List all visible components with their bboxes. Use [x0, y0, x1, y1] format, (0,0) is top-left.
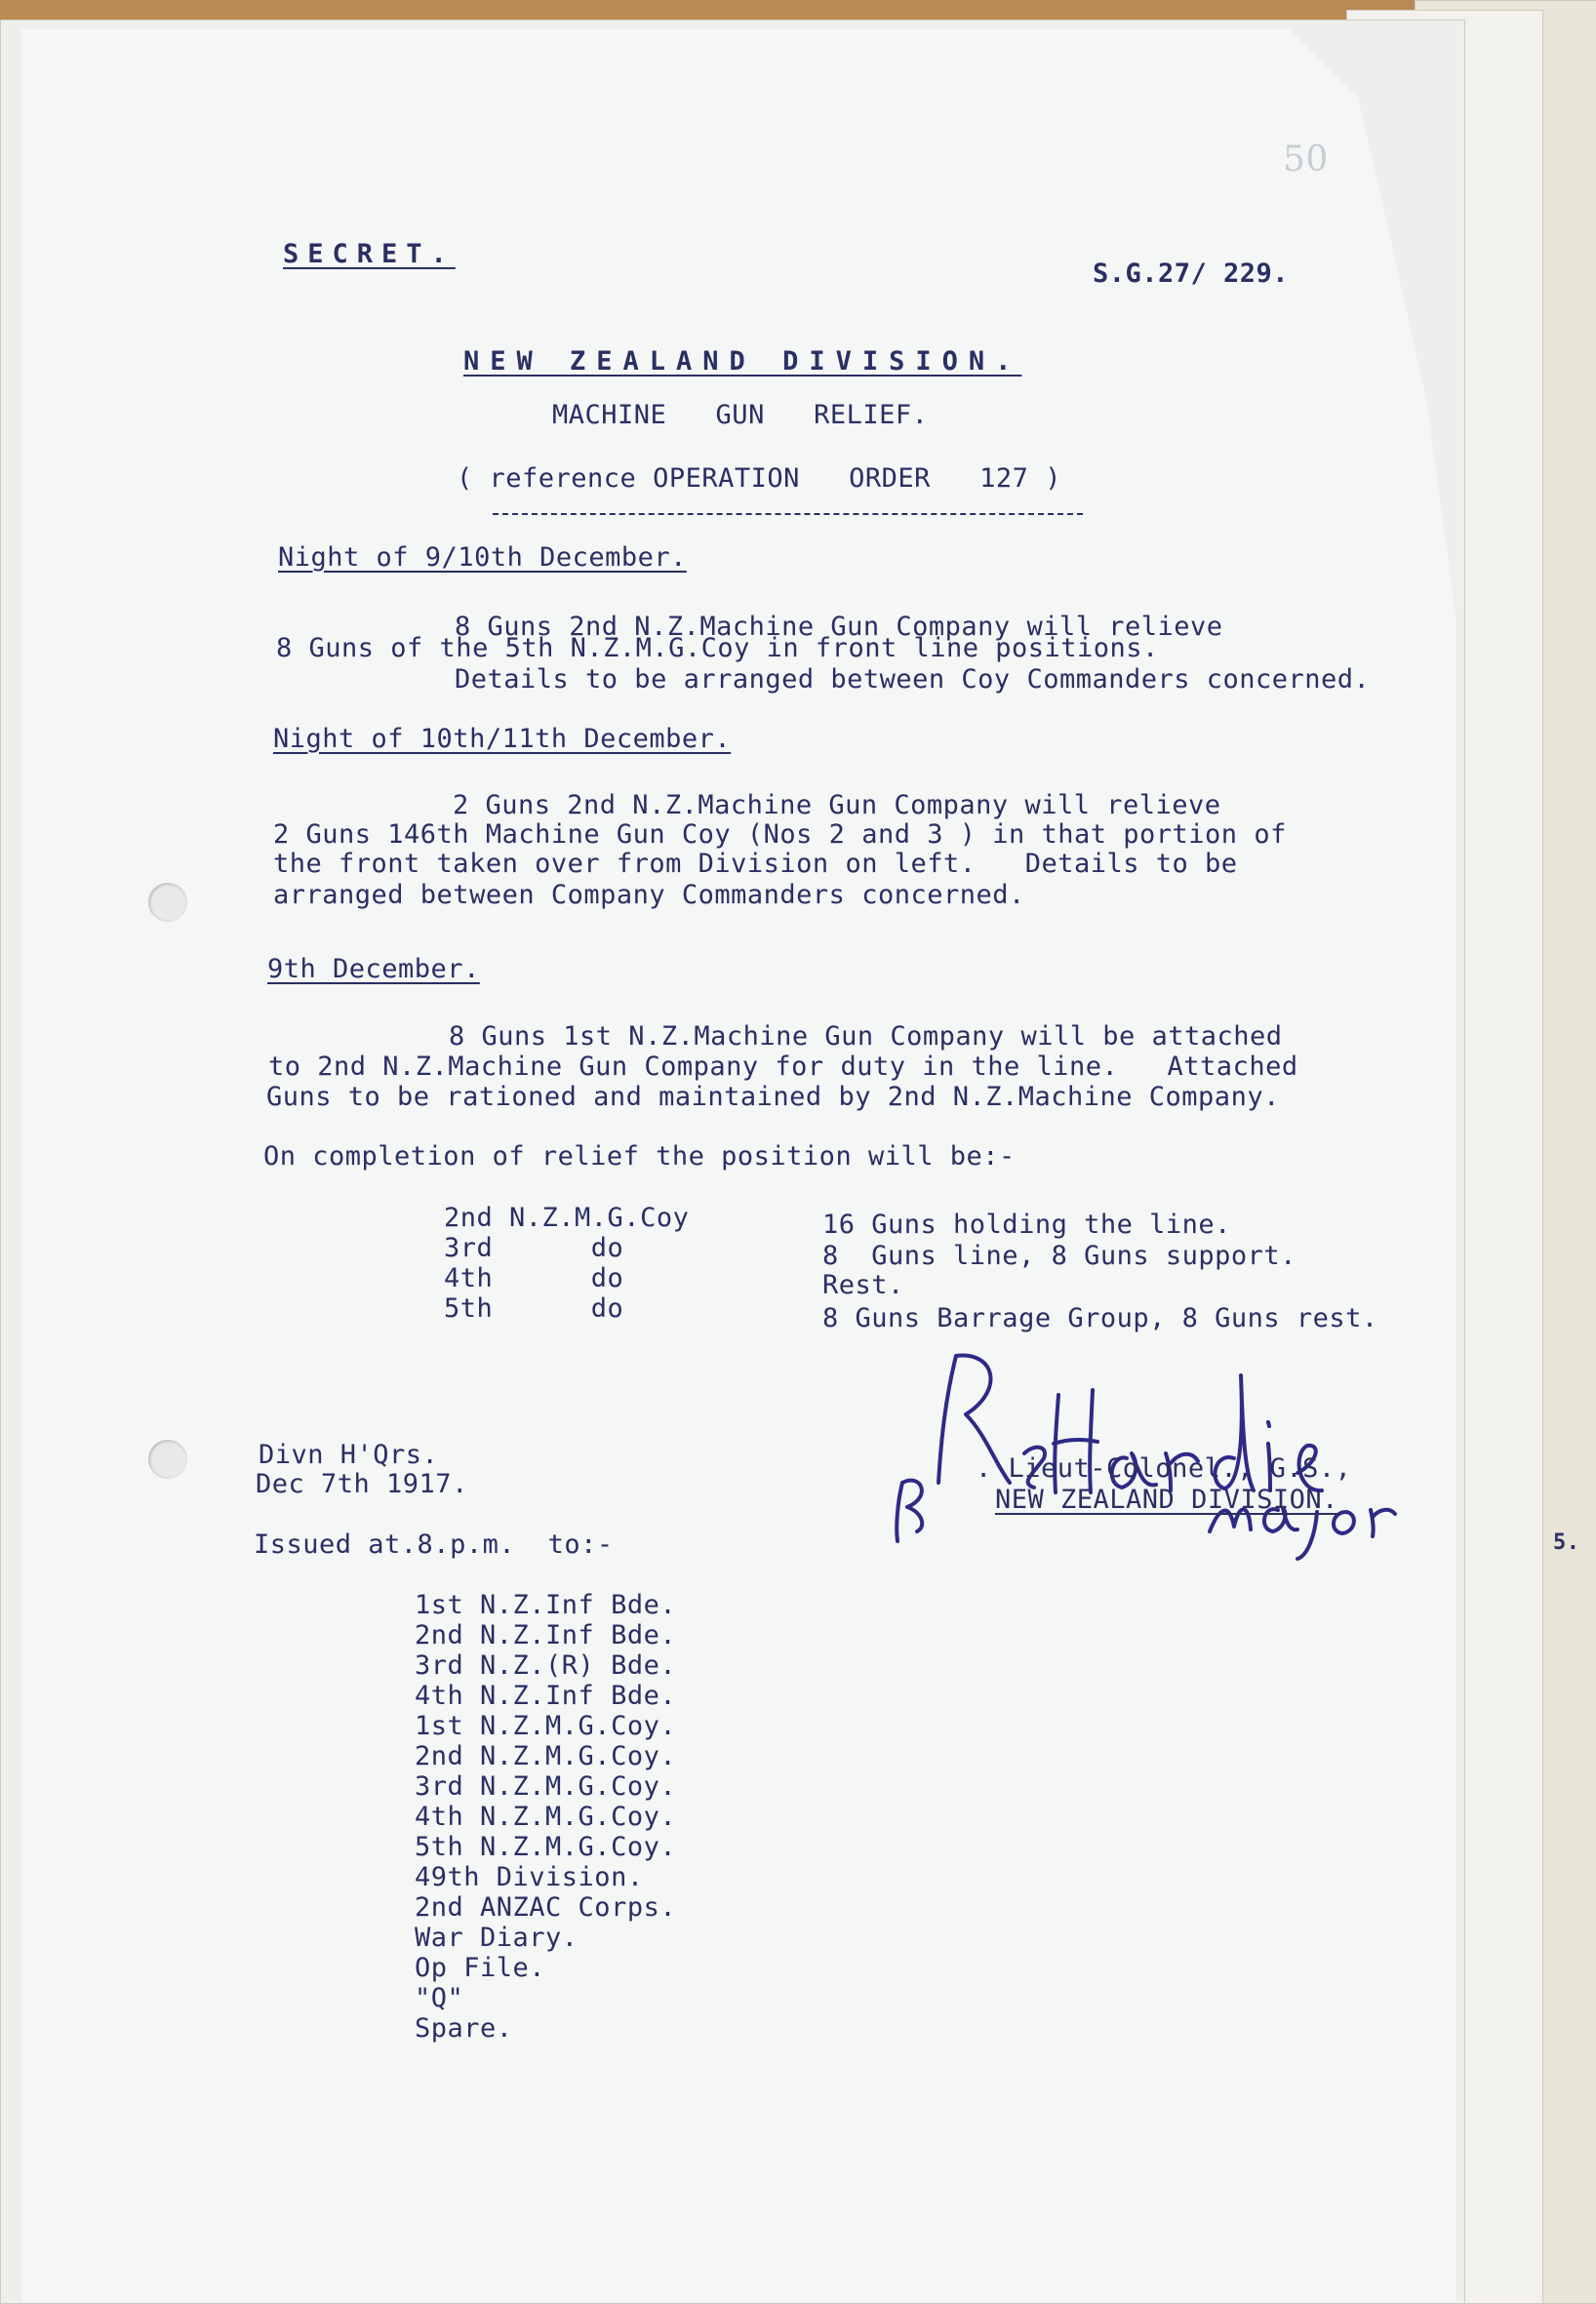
- section-line: to 2nd N.Z.Machine Gun Company for duty in the line. Attached: [268, 1052, 1298, 1082]
- section-heading: Night of 10th/11th December.: [273, 724, 732, 754]
- section-line: 2 Guns 2nd N.Z.Machine Gun Company will relieve: [453, 790, 1221, 820]
- signatory-unit: NEW ZEALAND DIVISION.: [995, 1485, 1338, 1515]
- recipient-item: 1st N.Z.M.G.Coy.: [415, 1711, 677, 1741]
- section-heading: Night of 9/10th December.: [278, 542, 687, 573]
- recipient-item: "Q": [415, 1983, 464, 2013]
- recipient-item: 2nd N.Z.M.G.Coy.: [415, 1741, 677, 1771]
- page-mark: 50: [1283, 139, 1329, 179]
- recipient-item: Spare.: [415, 2013, 513, 2044]
- recipient-item: Op File.: [415, 1953, 546, 1983]
- page-mark: 5.: [1553, 1530, 1580, 1555]
- recipient-item: 3rd N.Z.M.G.Coy.: [415, 1771, 677, 1802]
- punch-hole: [148, 1440, 187, 1479]
- section-line: arranged between Company Commanders concerned.: [273, 880, 1025, 910]
- handwritten-signature: [888, 1336, 1434, 1561]
- classification: SECRET.: [283, 239, 456, 269]
- recipient-item: 2nd N.Z.Inf Bde.: [415, 1620, 677, 1650]
- section-line: 8 Guns 1st N.Z.Machine Gun Company will be attached: [449, 1021, 1283, 1052]
- status-cell: 16 Guns holding the line.: [822, 1210, 1231, 1240]
- unit-cell: 3rd do: [444, 1233, 624, 1263]
- section-line: 8 Guns 2nd N.Z.Machine Gun Company will relieve: [455, 612, 1223, 642]
- recipient-item: 1st N.Z.Inf Bde.: [415, 1590, 677, 1620]
- status-cell: Rest.: [822, 1270, 904, 1300]
- recipient-item: 4th N.Z.Inf Bde.: [415, 1681, 677, 1711]
- section-line: 2 Guns 146th Machine Gun Coy (Nos 2 and 3 ) in that portion of: [273, 819, 1287, 850]
- recipient-item: 3rd N.Z.(R) Bde.: [415, 1650, 677, 1681]
- distribution-list: [415, 1590, 805, 2044]
- recipient-item: 2nd ANZAC Corps.: [415, 1892, 677, 1923]
- document-title: NEW ZEALAND DIVISION.: [463, 346, 1022, 377]
- completion-intro: On completion of relief the position will be:-: [263, 1141, 1016, 1172]
- signatory-rank: . Lieut-Colonel., G.S.,: [976, 1453, 1352, 1484]
- recipient-item: War Diary.: [415, 1923, 579, 1953]
- section-line: Guns to be rationed and maintained by 2nd N.Z.Machine Company.: [266, 1082, 1280, 1112]
- recipient-item: 4th N.Z.M.G.Coy.: [415, 1802, 677, 1832]
- recipient-item: 49th Division.: [415, 1862, 644, 1892]
- section-heading: 9th December.: [267, 954, 480, 984]
- section-line: 8 Guns of the 5th N.Z.M.G.Coy in front line positions.: [276, 633, 1159, 663]
- origin-date: Dec 7th 1917.: [256, 1469, 468, 1499]
- order-reference: ( reference OPERATION ORDER 127 ): [457, 463, 1061, 494]
- distribution-intro: Issued at.8.p.m. to:-: [254, 1529, 614, 1560]
- unit-cell: 4th do: [444, 1263, 624, 1293]
- origin-line: Divn H'Qrs.: [259, 1440, 439, 1470]
- punch-hole: [148, 883, 187, 922]
- reference-number: S.G.27/ 229.: [1093, 258, 1290, 289]
- section-line: Details to be arranged between Coy Commanders concerned.: [455, 664, 1371, 695]
- status-cell: 8 Guns line, 8 Guns support.: [822, 1241, 1297, 1271]
- status-cell: 8 Guns Barrage Group, 8 Guns rest.: [822, 1303, 1378, 1333]
- document-subtitle: MACHINE GUN RELIEF.: [552, 400, 929, 430]
- unit-cell: 5th do: [444, 1293, 624, 1324]
- recipient-item: 5th N.Z.M.G.Coy.: [415, 1832, 677, 1862]
- unit-cell: 2nd N.Z.M.G.Coy: [444, 1203, 690, 1233]
- section-line: the front taken over from Division on left. Details to be: [273, 849, 1238, 879]
- reference-underline: [493, 513, 1083, 515]
